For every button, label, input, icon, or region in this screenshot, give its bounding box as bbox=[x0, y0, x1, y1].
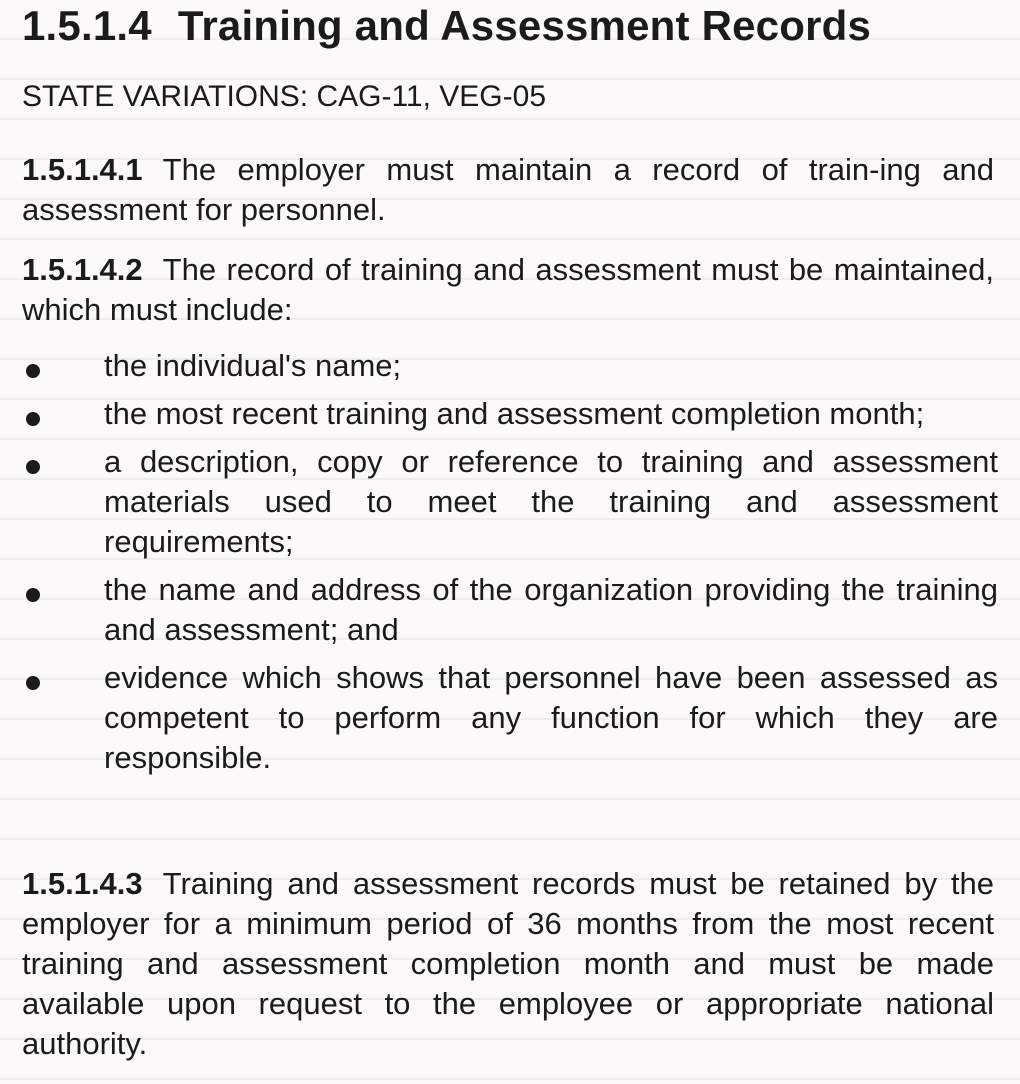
requirements-list bbox=[22, 346, 998, 786]
section-heading bbox=[22, 2, 871, 50]
paragraph-text: The employer must maintain a record of train-ing and assessment for personnel. bbox=[22, 152, 994, 227]
bullet-icon bbox=[26, 364, 40, 378]
list-item bbox=[22, 394, 998, 434]
list-item bbox=[22, 346, 998, 386]
paragraph-number: 1.5.1.4.1 bbox=[22, 152, 143, 187]
list-item-text: a description, copy or reference to training and assessment materials used to meet the training and assessment requirements; bbox=[104, 444, 998, 559]
state-variations: STATE VARIATIONS: CAG-11, VEG-05 bbox=[22, 80, 547, 113]
list-item bbox=[22, 570, 998, 650]
paragraph-3 bbox=[22, 864, 994, 1064]
list-item-text: the most recent training and assessment completion month; bbox=[104, 396, 925, 431]
paragraph-text: Training and assessment records must be retained by the employer for a minimum period of 36 months from the most recent training and assessment completion month and must be made available upon request to the employee or appropriate national authority. bbox=[22, 866, 994, 1061]
section-number: 1.5.1.4 bbox=[22, 2, 152, 49]
section-title: Training and Assessment Records bbox=[177, 2, 872, 49]
bullet-icon bbox=[26, 412, 40, 426]
bullet-icon bbox=[26, 676, 40, 690]
list-item-text: the individual's name; bbox=[104, 348, 402, 383]
paragraph-text: The record of training and assessment must be maintained, which must include: bbox=[22, 252, 994, 327]
paragraph-2 bbox=[22, 250, 994, 330]
list-item-text: the name and address of the organization providing the training and assessment; and bbox=[104, 572, 998, 647]
list-item bbox=[22, 442, 998, 562]
paragraph-number: 1.5.1.4.2 bbox=[22, 252, 143, 287]
list-item bbox=[22, 658, 998, 778]
paragraph-number: 1.5.1.4.3 bbox=[22, 866, 143, 901]
bullet-icon bbox=[26, 588, 40, 602]
bullet-icon bbox=[26, 460, 40, 474]
paragraph-1 bbox=[22, 150, 994, 230]
list-item-text: evidence which shows that personnel have been assessed as competent to perform any function for which they are responsible. bbox=[104, 660, 998, 775]
